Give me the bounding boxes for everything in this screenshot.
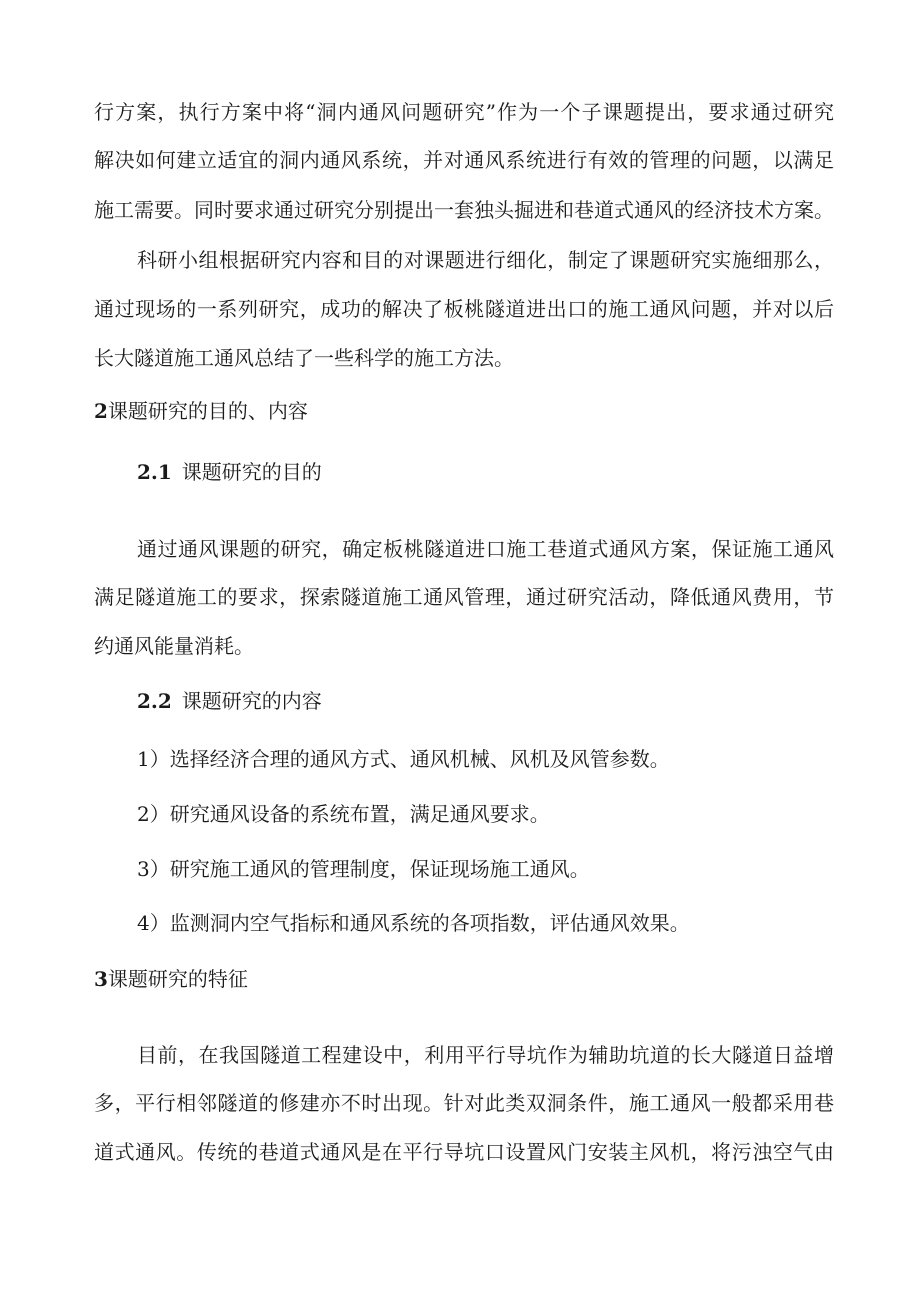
paragraph-line: 解决如何建立适宜的洞内通风系统，并对通风系统进行有效的管理的问题，以满足 [94,148,834,172]
paragraph-line: 长大隧道施工通风总结了一些科学的施工方法。 [94,346,514,370]
section-number: 3 [94,967,108,991]
paragraph-line: 通过通风课题的研究，确定板桃隧道进口施工巷道式通风方案，保证施工通风 [137,537,834,561]
list-item: 3）研究施工通风的管理制度，保证现场施工通风。 [137,857,590,881]
subsection-number: 2.1 [137,460,172,484]
subsection-title: 课题研究的目的 [181,460,322,484]
paragraph-line: 约通风能量消耗。 [94,634,254,658]
paragraph-line: 多，平行相邻隧道的修建亦不时出现。针对此类双洞条件，施工通风一般都采用巷 [94,1091,834,1115]
section-heading-2 [94,397,834,425]
section-heading-3 [94,965,834,993]
section-title: 课题研究的目的、内容 [107,399,308,423]
list-item: 2）研究通风设备的系统布置，满足通风要求。 [137,802,550,826]
subsection-title: 课题研究的内容 [181,689,322,713]
paragraph-line: 施工需要。同时要求通过研究分别提出一套独头掘进和巷道式通风的经济技术方案。 [94,198,834,222]
subsection-number: 2.2 [137,689,172,713]
list-item: 4）监测洞内空气指标和通风系统的各项指数，评估通风效果。 [137,911,690,935]
subsection-heading-2-2 [137,687,877,715]
paragraph-line: 满足隧道施工的要求，探索隧道施工通风管理，通过研究活动，降低通风费用，节 [94,585,834,609]
paragraph-line: 道式通风。传统的巷道式通风是在平行导坑口设置风门安装主风机，将污浊空气由 [94,1140,834,1164]
paragraph-line: 目前，在我国隧道工程建设中，利用平行导坑作为辅助坑道的长大隧道日益增 [137,1043,834,1067]
section-number: 2 [94,399,108,423]
paragraph-line: 科研小组根据研究内容和目的对课题进行细化，制定了课题研究实施细那么， [137,248,834,272]
paragraph-line: 行方案，执行方案中将“洞内通风问题研究”作为一个子课题提出，要求通过研究 [94,100,834,124]
list-item: 1）选择经济合理的通风方式、通风机械、风机及风管参数。 [137,747,670,771]
subsection-heading-2-1 [137,458,877,486]
section-title: 课题研究的特征 [107,967,248,991]
paragraph-line: 通过现场的一系列研究，成功的解决了板桃隧道进出口的施工通风问题，并对以后 [94,297,834,321]
